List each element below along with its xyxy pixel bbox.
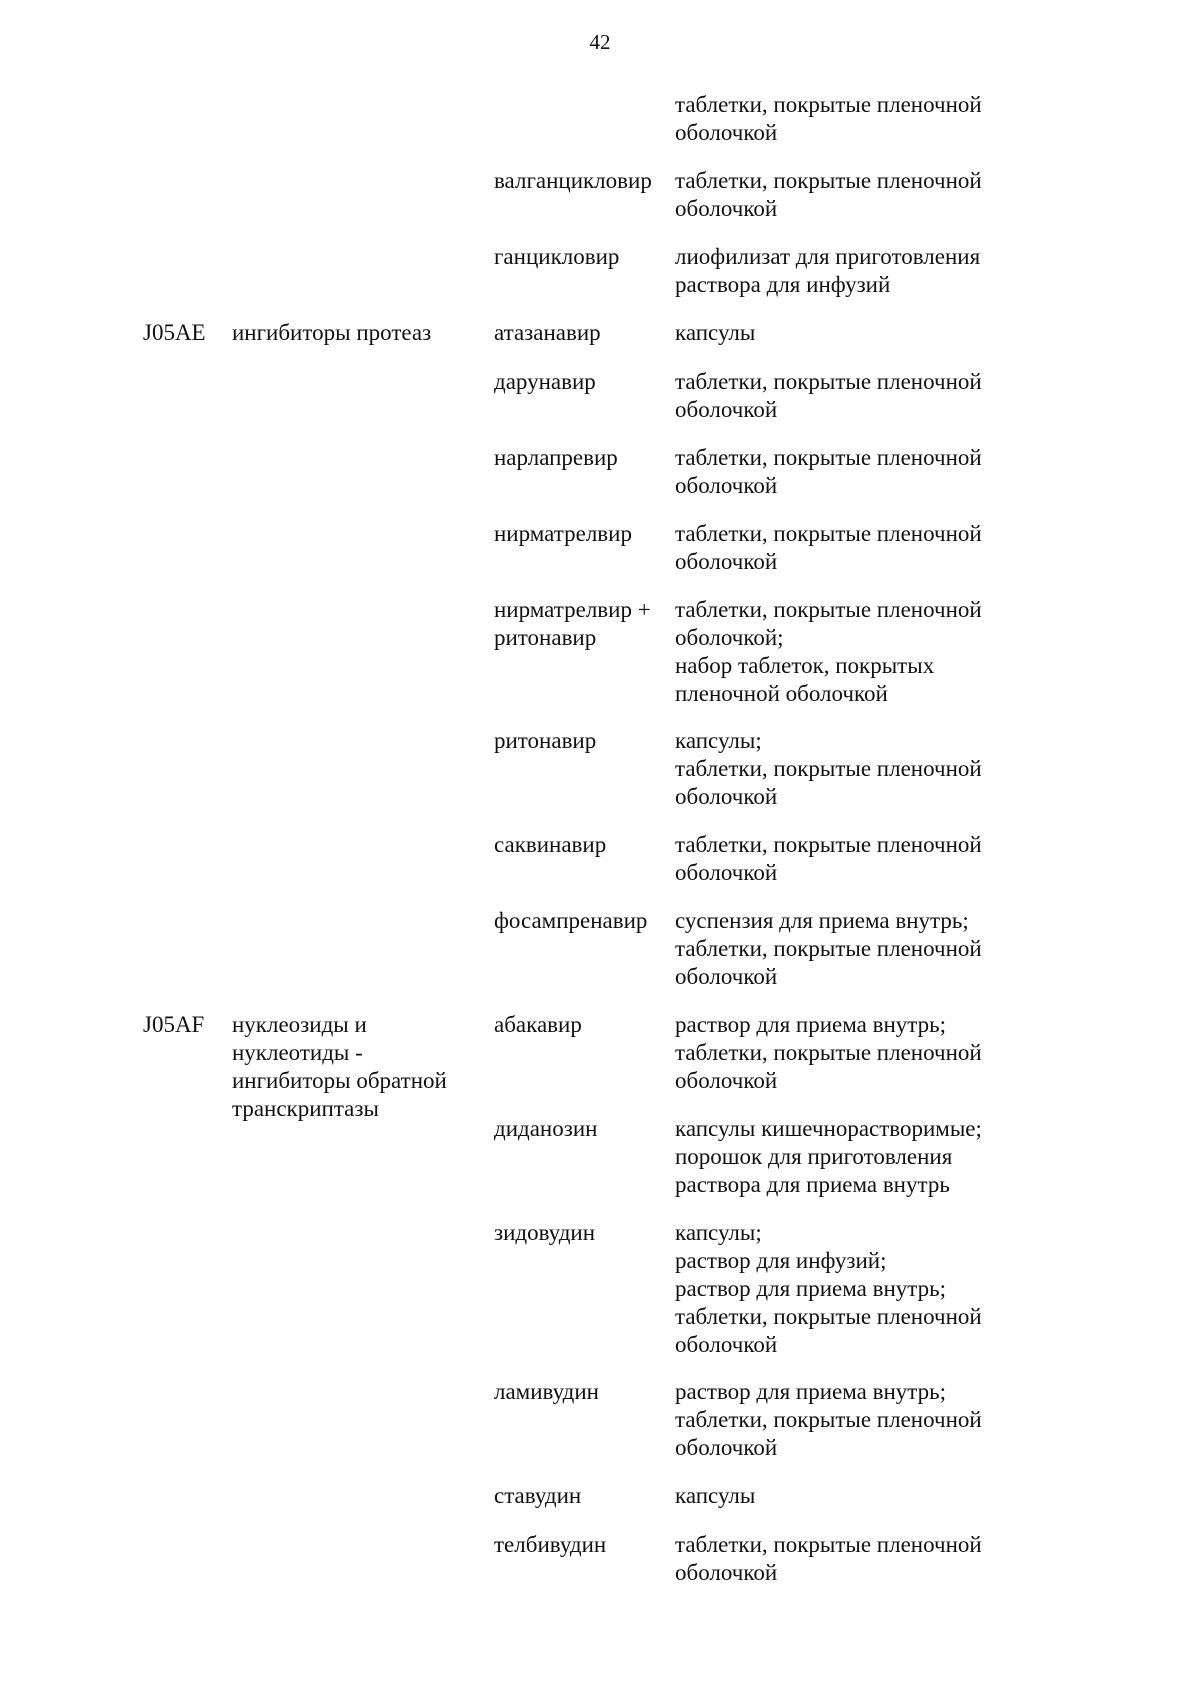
table-row (0, 831, 1200, 907)
dosage-form: капсулы; раствор для инфузий; раствор для приема внутрь; таблетки, покрытые пленочной оболочкой (675, 1220, 982, 1357)
drug-name: фосампренавир (494, 908, 648, 933)
atc-code: J05AF (143, 1012, 205, 1037)
table-row (0, 1378, 1200, 1482)
drug-name: ганцикловир (494, 244, 620, 269)
dosage-form: раствор для приема внутрь; таблетки, покрытые пленочной оболочкой (675, 1379, 982, 1460)
dosage-form: таблетки, покрытые пленочной оболочкой (675, 832, 982, 885)
table-row (0, 167, 1200, 243)
table-row (0, 727, 1200, 831)
drug-name: ставудин (494, 1483, 582, 1508)
drug-name: дарунавир (494, 369, 596, 394)
drug-name: саквинавир (494, 832, 607, 857)
pharmacological-group: нуклеозиды и нуклеотиды - ингибиторы обратной транскриптазы (232, 1012, 447, 1121)
dosage-form: таблетки, покрытые пленочной оболочкой (675, 168, 982, 221)
table-row (0, 1531, 1200, 1607)
dosage-form: капсулы кишечнорастворимые; порошок для приготовления раствора для приема внутрь (675, 1116, 982, 1197)
drug-name: зидовудин (494, 1220, 596, 1245)
dosage-form: таблетки, покрытые пленочной оболочкой (675, 369, 982, 422)
drug-name: телбивудин (494, 1532, 607, 1557)
table-row (0, 520, 1200, 596)
drug-name: нирматрелвир + ритонавир (494, 597, 651, 650)
drug-name: нарлапревир (494, 445, 618, 470)
dosage-form: капсулы (675, 320, 756, 345)
table-row (0, 1011, 1200, 1121)
drug-name: нирматрелвир (494, 521, 632, 546)
table-row (0, 1482, 1200, 1531)
table-row (0, 596, 1200, 727)
table-row (0, 91, 1200, 167)
dosage-form: таблетки, покрытые пленочной оболочкой (675, 521, 982, 574)
table-row (0, 368, 1200, 444)
table-row (0, 319, 1200, 368)
pharmacological-group: ингибиторы протеаз (232, 320, 432, 345)
drug-name: валганцикловир (494, 168, 652, 193)
table-row (0, 1219, 1200, 1378)
drug-name: абакавир (494, 1012, 582, 1037)
dosage-form: таблетки, покрытые пленочной оболочкой (675, 1532, 982, 1585)
dosage-form: капсулы; таблетки, покрытые пленочной оболочкой (675, 728, 982, 809)
table-row (0, 907, 1200, 1011)
table-row (0, 243, 1200, 319)
dosage-form: таблетки, покрытые пленочной оболочкой (675, 445, 982, 498)
table-row (0, 444, 1200, 520)
dosage-form: суспензия для приема внутрь; таблетки, покрытые пленочной оболочкой (675, 908, 982, 989)
dosage-form: лиофилизат для приготовления раствора для инфузий (675, 244, 981, 297)
drug-name: ламивудин (494, 1379, 599, 1404)
dosage-form: капсулы (675, 1483, 756, 1508)
drug-name: ритонавир (494, 728, 597, 753)
table-row (0, 1115, 1200, 1219)
drug-name: диданозин (494, 1116, 598, 1141)
drug-name: атазанавир (494, 320, 601, 345)
dosage-form: таблетки, покрытые пленочной оболочкой (675, 92, 982, 145)
page-number: 42 (589, 30, 611, 54)
dosage-form: таблетки, покрытые пленочной оболочкой; набор таблеток, покрытых пленочной оболочкой (675, 597, 982, 706)
dosage-form: раствор для приема внутрь; таблетки, покрытые пленочной оболочкой (675, 1012, 982, 1093)
atc-code: J05AE (143, 320, 206, 345)
